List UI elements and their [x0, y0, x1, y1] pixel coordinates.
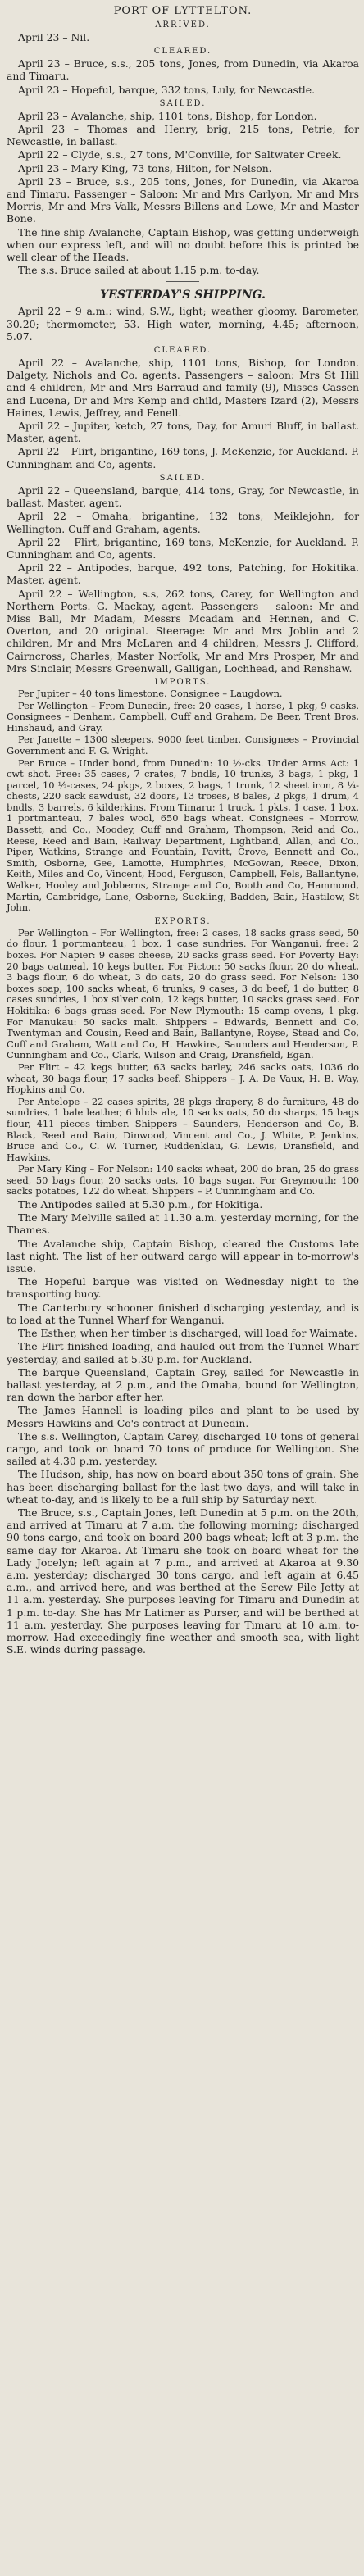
paragraph: The s.s. Bruce sailed at about 1.15 p.m. to-day. [18, 264, 260, 277]
paragraph: The Bruce, s.s., Captain Jones, left Dunedin at 5 p.m. on the 20th, and arrived at Timaru at 7 a.m. the following morning; discharged 90 tons cargo, and took on board 200 bags wheat; left at 3 p.m. the same day for Akaroa. At Timaru she took on board wheat for the Lady Jocelyn; left again at 7 p.m., and arrived at Akaroa at 9.30 a.m. yesterday; discharged 30 tons cargo, and left again at 6.45 a.m., and arrived here, and was berthed at the Screw Pile Jetty at 11 a.m. yesterday. She purposes leaving for Timaru and Dunedin at 1 p.m. to-day. She has Mr Latimer as Purser, and will be berthed at 11 a.m. yesterday. She purposes leaving for Timaru at 10 a.m. to-morrow. Had exceedingly fine weather and smooth sea, with light S.E. winds during passage. [7, 1506, 359, 1656]
section-heading: CLEARED. [153, 346, 212, 356]
paragraph: The Antipodes sailed at 5.30 p.m., for Hokitiga. [18, 1198, 263, 1211]
paragraph: The Hopeful barque was visited on Wednesday night to the transporting buoy. [7, 1275, 359, 1301]
paragraph: Per Janette – 1300 sleepers, 9000 feet timber. Consignees – Provincial Government and F. G. Wright. [7, 734, 359, 756]
paragraph: The Flirt finished loading, and hauled out from the Tunnel Wharf yesterday, and sailed at 5.30 p.m. for Auckland. [7, 1340, 359, 1365]
paragraph: April 23 – Bruce, s.s., 205 tons, Jones, from Dunedin, via Akaroa and Timaru. [7, 57, 359, 83]
paragraph: April 23 – Thomas and Henry, brig, 215 tons, Petrie, for Newcastle, in ballast. [7, 123, 359, 148]
paragraph: Per Mary King – For Nelson: 140 sacks wheat, 200 do bran, 25 do grass seed, 50 bags flour, 20 sacks oats, 10 bags sugar. For Greymouth: 100 sacks potatoes, 122 do wheat. Shippers – P. Cunningham and Co. [7, 1163, 359, 1197]
divider [166, 281, 199, 282]
paragraph: The fine ship Avalanche, Captain Bishop, was getting underweigh when our express left, and will no doubt before this is printed be well clear of the Heads. [7, 225, 359, 264]
section-heading: ARRIVED. [155, 20, 211, 30]
paragraph: April 22 – Wellington, s.s, 262 tons, Carey, for Wellington and Northern Ports. G. Mackay, agent. Passengers – saloon: Mr and Miss Ball, Mr Madam, Messrs Mcadam and Hennen, and C. Overton, and 20 original. Steerage: Mr and Mrs Joblin and 2 children, Mr and Mrs McLaren and 4 children, Messrs J. Clifford, Cairncross, Charles, Master Norfolk, Mr and Mrs Prosper, Mr and Mrs Sinclair, Messrs Greenwall, Galligan, Lochhead, and Renshaw. [7, 587, 359, 675]
section-heading: EXPORTS. [154, 916, 212, 926]
paragraph: The barque Queensland, Captain Grey, sailed for Newcastle in ballast yesterday, at 2 p.m., and the Omaha, bound for Wellington, ran down the harbor after her. [7, 1365, 359, 1404]
section-title: YESTERDAY'S SHIPPING. [100, 288, 266, 302]
weather-report: April 22 – 9 a.m.: wind, S.W., light; weather gloomy. Barometer, 30.20; thermometer, 53. High water, morning, 4.45; afternoon, 5.07. [7, 305, 359, 343]
paragraph: April 23 – Mary King, 73 tons, Hilton, for Nelson. [18, 161, 272, 175]
paragraph: April 23 – Avalanche, ship, 1101 tons, Bishop, for London. [18, 109, 317, 122]
paragraph: Per Bruce – Under bond, from Dunedin: 10 ½-cks. Under Arms Act: 1 cwt shot. Free: 35 cases, 7 crates, 7 bndls, 10 trunks, 3 bags, 1 pkg, 1 parcel, 10 ½-cases, 24 pkgs, 2 boxes, 2 bags, 1 trunk, 12 sheet iron, 8 ¼-chests, 220 sack sawdust, 32 doors, 13 troses, 8 bales, 2 pkgs, 1 drum, 4 bndls, 3 barrels, 6 kilderkins. From Timaru: 1 truck, 1 pkts, 1 case, 1 box, 1 portmanteau, 7 bales wool, 650 bags wheat. Consignees – Morrow, Bassett, and Co., Moodey, Cuff and Graham, Thompson, Reid and Co., Reese, Reed and Bain, Railway Department, Lightband, Allan, and Co., Piper, Watkins, Strange and Fountain, Pavitt, Crove, Bennett and Co., Smith, Osborne, Gee, Lamotte, Humphries, McGowan, Reece, Dixon, Keith, Miles and Co, Vincent, Hood, Ferguson, Campbell, Fels, Ballantyne, Walker, Hooley and Jobberns, Strange and Co, Booth and Co, Hammond, Martin, Cambridge, Lane, Osborne, Suckling, Badden, Bain, Hastilow, St John. [7, 756, 359, 914]
paragraph: The Hudson, ship, has now on board about 350 tons of grain. She has been discharging ballast for the last two days, and will take in wheat to-day, and is likely to be a full ship by Saturday next. [7, 1468, 359, 1506]
paragraph: April 23 – Nil. [18, 31, 90, 43]
paragraph: April 22 – Clyde, s.s., 27 tons, M'Conville, for Saltwater Creek. [18, 148, 342, 161]
section-heading: SAILED. [159, 473, 207, 483]
port-section [7, 20, 359, 276]
section-heading: SAILED. [159, 98, 207, 108]
paragraph: April 22 – Flirt, brigantine, 169 tons, J. McKenzie, for Auckland. P. Cunningham and Co, agents. [7, 445, 359, 470]
paragraph: Per Antelope – 22 cases spirits, 28 pkgs drapery, 8 do furniture, 48 do sundries, 1 bale leather, 6 hhds ale, 10 sacks oats, 50 do sharps, 15 bags flour, 411 pieces timber. Shippers – Saunders, Henderson and Co, B. Black, Reed and Bain, Dinwood, Vincent and Co., J. White, P. Jenkins, Bruce and Co., C. W. Turner, Ruddenklau, G. Lewis, Dransfield, and Hawkins. [7, 1095, 359, 1163]
paragraph: April 23 – Hopeful, barque, 332 tons, Luly, for Newcastle. [18, 83, 316, 96]
page-title: PORT OF LYTTELTON. [113, 5, 253, 17]
paragraph: April 23 – Bruce, s.s., 205 tons, Jones, for Dunedin, via Akaroa and Timaru. Passenger – Saloon: Mr and Mrs Carlyon, Mr and Mrs Morris, Mr and Mrs Valk, Messrs Billens and Lowe, Mr and Master Bone. [7, 175, 359, 225]
paragraph: Per Wellington – For Wellington, free: 2 cases, 18 sacks grass seed, 50 do flour, 1 portmanteau, 1 box, 1 case sundries. For Wanganui, free: 2 boxes. For Napier: 9 cases cheese, 20 sacks grass seed. For Poverty Bay: 20 bags oatmeal, 10 kegs butter. For Picton: 50 sacks flour, 20 do wheat, 3 bags flour, 6 do wheat, 3 do oats, 20 do grass seed. For Nelson: 130 boxes soap, 100 sacks wheat, 6 trunks, 9 cases, 3 do beef, 1 do butter, 8 cases sundries, 1 box silver coin, 12 kegs butter, 10 sacks grass seed. For Hokitika: 6 bags grass seed. For New Plymouth: 15 camp ovens, 1 pkg. For Manukau: 50 sacks malt. Shippers – Edwards, Bennett and Co, Twentyman and Cousin, Reed and Bain, Ballantyne, Royse, Stead and Co, Cuff and Graham, Watt and Co, H. Hawkins, Saunders and Henderson, P. Cunningham and Co., Clark, Wilson and Craig, Dransfield, Egan. [7, 926, 359, 1061]
paragraph: The James Hannell is loading piles and plant to be used by Messrs Hawkins and Co's contract at Dunedin. [7, 1404, 359, 1429]
section-heading: IMPORTS. [154, 677, 212, 687]
paragraph: The Avalanche ship, Captain Bishop, cleared the Customs late last night. The list of her outward cargo will appear in to-morrow's issue. [7, 1237, 359, 1275]
paragraph: April 22 – Omaha, brigantine, 132 tons, Meiklejohn, for Wellington. Cuff and Graham, agents. [7, 510, 359, 535]
paragraph: April 22 – Antipodes, barque, 492 tons, Patching, for Hokitika. Master, agent. [7, 561, 359, 587]
paragraph: April 22 – Jupiter, ketch, 27 tons, Day, for Amuri Bluff, in ballast. Master, agent. [7, 420, 359, 445]
paragraph: April 22 – Avalanche, ship, 1101 tons, Bishop, for London. Dalgety, Nichols and Co. agents. Passengers – saloon: Mrs St Hill and 4 children, Mr and Mrs Barraud and family (9), Misses Cassen and Lucena, Dr and Mrs Kemp and child, Masters Izard (2), Messrs Haines, Lewis, Jeffrey, and Fenell. [7, 357, 359, 419]
paragraph: Per Jupiter – 40 tons limestone. Consignee – Laugdown. [18, 687, 283, 699]
paragraph: The Canterbury schooner finished discharging yesterday, and is to load at the Tunnel Wharf for Wanganui. [7, 1301, 359, 1326]
paragraph: April 22 – Queensland, barque, 414 tons, Gray, for Newcastle, in ballast. Master, agent. [7, 484, 359, 510]
paragraph: Per Flirt – 42 kegs butter, 63 sacks barley, 246 sacks oats, 1036 do wheat, 30 bags flour, 17 sacks beef. Shippers – J. A. De Vaux, H. B. Way, Hopkins and Co. [7, 1061, 359, 1096]
shipping-section [7, 346, 359, 1656]
paragraph: April 22 – Flirt, brigantine, 169 tons, McKenzie, for Auckland. P. Cunningham and Co, agents. [7, 535, 359, 561]
paragraph: The s.s. Wellington, Captain Carey, discharged 10 tons of general cargo, and took on board 70 tons of produce for Wellington. She sailed at 4.30 p.m. yesterday. [7, 1429, 359, 1468]
section-heading: CLEARED. [153, 47, 212, 57]
paragraph: The Esther, when her timber is discharged, will load for Waimate. [18, 1327, 357, 1340]
paragraph: The Mary Melville sailed at 11.30 a.m. yesterday morning, for the Thames. [7, 1211, 359, 1237]
paragraph: Per Wellington – From Dunedin, free: 20 cases, 1 horse, 1 pkg, 9 casks. Consignees – Denham, Campbell, Cuff and Graham, De Beer, Trent Bros, Hinshaud, and Gray. [7, 699, 359, 734]
